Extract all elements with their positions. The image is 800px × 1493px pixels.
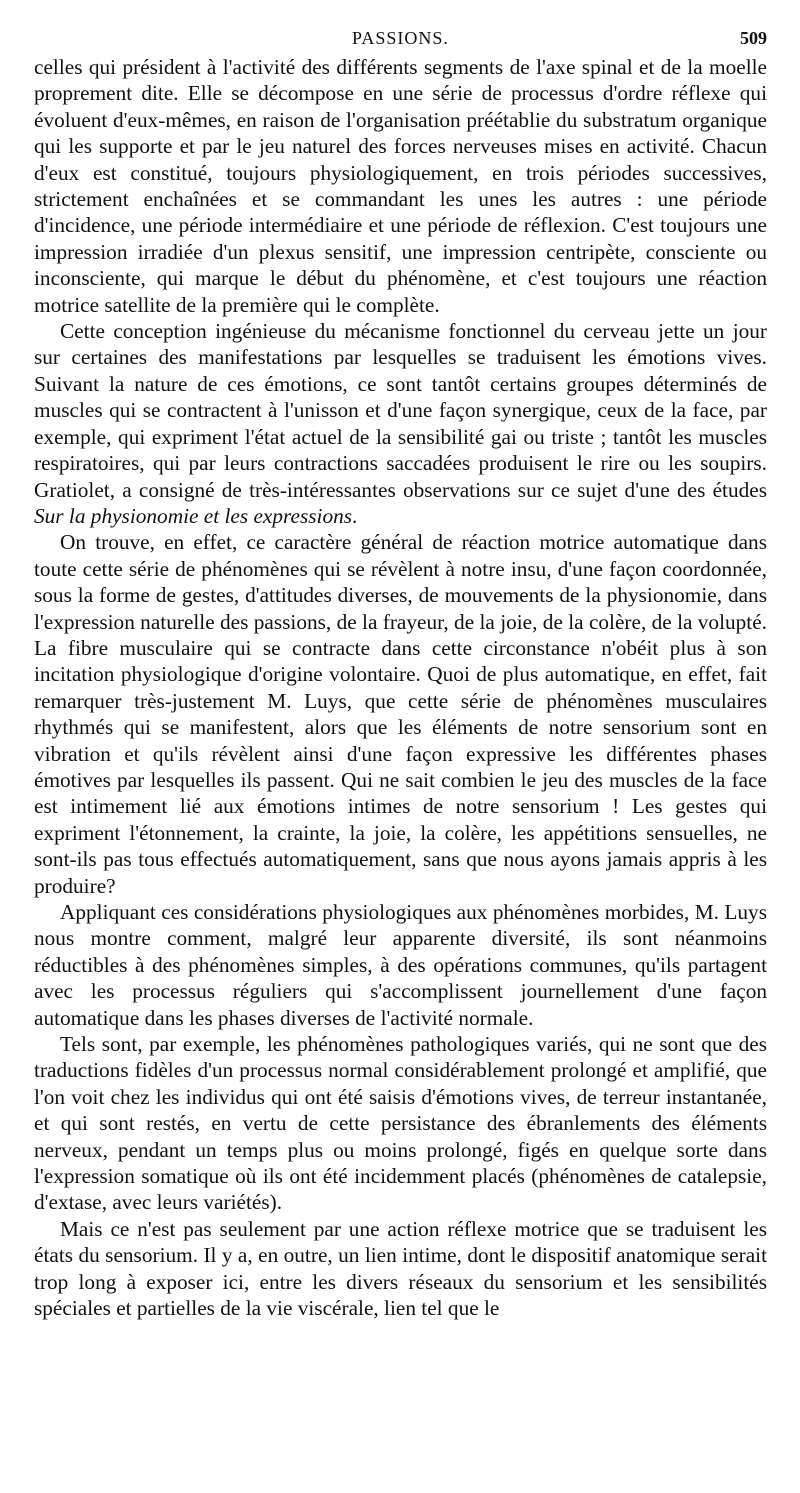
paragraph-2: [34, 318, 767, 529]
book-page: [34, 28, 767, 1322]
paragraph-3: On trouve, en effet, ce caractère général de réaction motrice automatique dans toute cette série de phénomènes qui se révèlent à notre insu, d'une façon coordonnée, sous la forme de gestes, d'attitudes diverses, de mouvements de la physionomie, dans l'expression naturelle des passions, de la frayeur, de la joie, de la colère, de la volupté. La fibre musculaire qui se contracte dans cette circonstance n'obéit plus à son incitation physiologique d'origine volontaire. Quoi de plus automatique, en effet, fait remarquer très-justement M. Luys, que cette série de phénomènes musculaires rhythmés qui se manifestent, alors que les éléments de notre sensorium sont en vibration et qu'ils révèlent ainsi d'une façon expressive les différentes phases émotives par lesquelles ils passent. Qui ne sait combien le jeu des muscles de la face est intimement lié aux émotions intimes de notre sensorium ! Les gestes qui expriment l'étonnement, la crainte, la joie, la colère, les appétitions sensuelles, ne sont-ils pas tous effectués automatiquement, sans que nous ayons jamais appris à les produire?: [34, 530, 767, 898]
body-text: [34, 54, 767, 1322]
paragraph-5: Tels sont, par exemple, les phénomènes pathologiques variés, qui ne sont que des traductions fidèles d'un processus normal considérablement prolongé et amplifié, que l'on voit chez les individus qui ont été saisis d'émotions vives, de terreur instantanée, et qui sont restés, en vertu de cette persistance des ébranlements des éléments nerveux, pendant un temps plus ou moins prolongé, figés en quelque sorte dans l'expression somatique où ils ont été incidemment placés (phénomènes de catalepsie, d'extase, avec leurs variétés).: [34, 1032, 767, 1215]
book-title-italic: Sur la physionomie et les expressions: [34, 503, 353, 528]
paragraph-6: Mais ce n'est pas seulement par une action réflexe motrice que se traduisent les états du sensorium. Il y a, en outre, un lien intime, dont le dispositif anatomique serait trop long à exposer ici, entre les divers réseaux du sensorium et les sensibilités spéciales et partielles de la vie viscérale, lien tel que le: [34, 1216, 767, 1321]
paragraph-1: celles qui président à l'activité des différents segments de l'axe spinal et de la moelle proprement dite. Elle se décompose en une série de processus d'ordre réflexe qui évoluent d'eux-mêmes, en raison de l'organisation préétablie du substratum organique qui les supporte et par le jeu naturel des forces nerveuses mises en activité. Chacun d'eux est constitué, toujours physiologiquement, en trois périodes successives, strictement enchaînées et se commandant les unes les autres : une période d'incidence, une période intermédiaire et une période de réflexion. C'est toujours une impression irradiée d'un plexus sensitif, une impression centripète, consciente ou inconsciente, qui marque le début du phénomène, et c'est toujours une réaction motrice satellite de la première qui le complète.: [34, 55, 767, 317]
running-head: [34, 28, 767, 54]
page-number: 509: [740, 28, 767, 48]
running-title: PASSIONS.: [352, 28, 449, 48]
paragraph-2-end: .: [352, 503, 358, 528]
paragraph-4: Appliquant ces considérations physiologiques aux phénomènes morbides, M. Luys nous montre comment, malgré leur apparente diversité, ils sont néanmoins réductibles à des phénomènes simples, à des opérations communes, qu'ils partagent avec les processus réguliers qui s'accomplissent journellement d'une façon automatique dans les phases diverses de l'activité normale.: [34, 900, 767, 1030]
paragraph-2-text: Cette conception ingénieuse du mécanisme fonctionnel du cerveau jette un jour sur certaines des manifestations par lesquelles se traduisent les émotions vives. Suivant la nature de ces émotions, ce sont tantôt certains groupes déterminés de muscles qui se contractent à l'unisson et d'une façon synergique, ceux de la face, par exemple, qui expriment l'état actuel de la sensibilité gai ou triste ; tantôt les muscles respiratoires, qui par leurs contractions saccadées produisent le rire ou les soupirs. Gratiolet, a consigné de très-intéressantes observations sur ce sujet d'une des études: [34, 319, 767, 502]
